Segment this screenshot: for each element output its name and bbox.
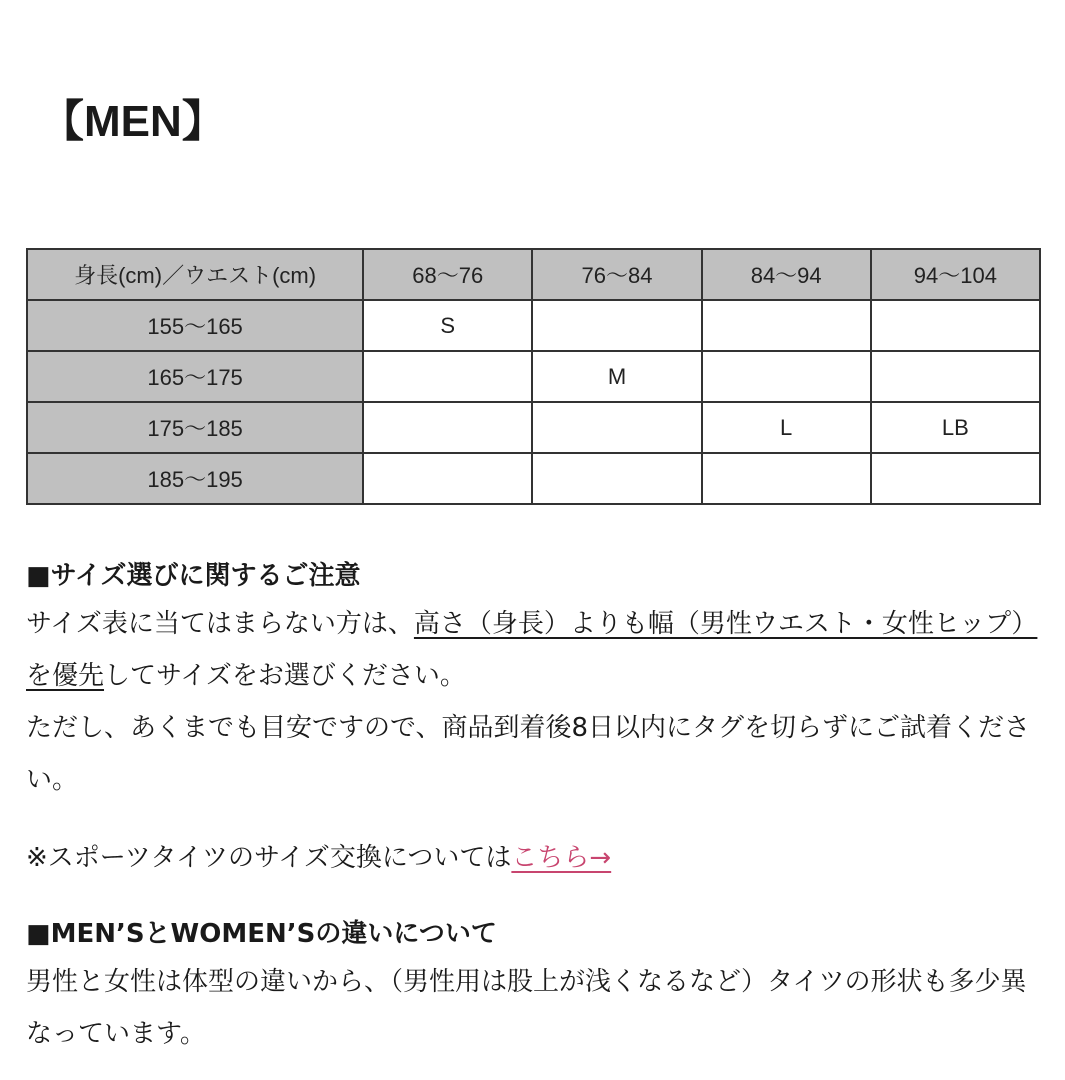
size-cell <box>702 300 871 351</box>
size-cell <box>532 300 701 351</box>
waist-column-header: 68〜76 <box>363 249 532 300</box>
size-cell <box>532 402 701 453</box>
waist-column-header: 76〜84 <box>532 249 701 300</box>
table-row <box>27 402 1040 453</box>
size-notice-heading: ■サイズ選びに関するご注意 <box>26 561 361 591</box>
table-row <box>27 300 1040 351</box>
table-row <box>27 351 1040 402</box>
size-cell <box>363 351 532 402</box>
height-row-header: 175〜185 <box>27 402 363 453</box>
waist-column-header: 84〜94 <box>702 249 871 300</box>
size-cell <box>363 402 532 453</box>
size-cell <box>871 453 1040 504</box>
exchange-paragraph <box>26 832 1046 884</box>
exchange-text: ※スポーツタイツのサイズ交換については <box>26 843 512 873</box>
table-row <box>27 453 1040 504</box>
size-cell: L <box>702 402 871 453</box>
notice-emphasis-text: 高さ（身長）よりも幅（男性ウエスト・女性ヒップ）を優先 <box>26 609 1038 691</box>
notice-text: サイズ表に当てはまらない方は、 <box>26 609 414 639</box>
page-title: 【MEN】 <box>40 97 226 146</box>
notice-text: してサイズをお選びください。 <box>104 661 466 691</box>
size-cell <box>702 453 871 504</box>
size-cell: M <box>532 351 701 402</box>
table-header-row <box>27 249 1040 300</box>
size-cell <box>702 351 871 402</box>
size-cell <box>871 300 1040 351</box>
waist-column-header: 94〜104 <box>871 249 1040 300</box>
difference-section <box>26 912 1046 1060</box>
size-notice-paragraph <box>26 598 1046 702</box>
exchange-section <box>26 832 1046 884</box>
corner-header-cell: 身長(cm)／ウエスト(cm) <box>27 249 363 300</box>
height-row-header: 185〜195 <box>27 453 363 504</box>
try-on-paragraph: ただし、あくまでも目安ですので、商品到着後8日以内にタグを切らずにご試着ください。 <box>26 713 1031 795</box>
exchange-link[interactable]: こちら→ <box>511 843 612 873</box>
size-cell: S <box>363 300 532 351</box>
difference-heading: ■MEN’SとWOMEN’Sの違いについて <box>26 919 497 949</box>
size-chart-table <box>26 248 1041 505</box>
height-row-header: 155〜165 <box>27 300 363 351</box>
height-row-header: 165〜175 <box>27 351 363 402</box>
size-cell <box>532 453 701 504</box>
size-cell <box>363 453 532 504</box>
difference-paragraph: 男性と女性は体型の違いから、（男性用は股上が浅くなるなど）タイツの形状も多少異なっています。 <box>26 967 1027 1049</box>
size-cell: LB <box>871 402 1040 453</box>
size-notice-section <box>26 554 1046 806</box>
size-cell <box>871 351 1040 402</box>
